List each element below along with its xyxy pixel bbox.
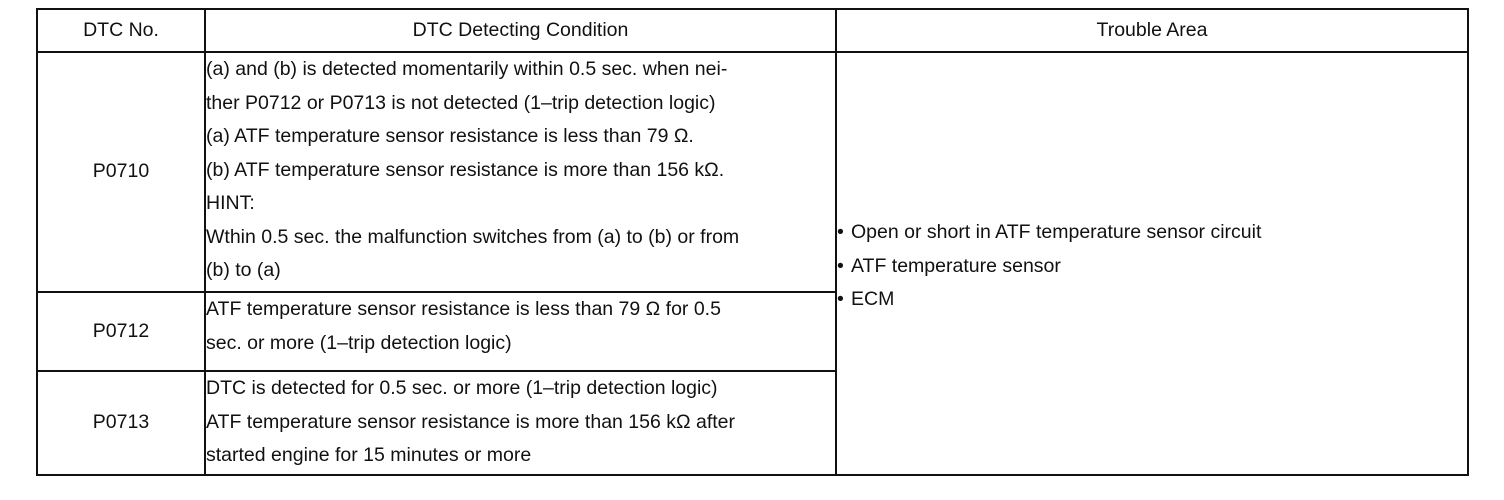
header-trouble-area: Trouble Area xyxy=(836,9,1468,52)
header-row xyxy=(37,9,1468,52)
detecting-condition xyxy=(205,292,836,371)
dtc-code: P0713 xyxy=(37,371,205,475)
dtc-code: P0712 xyxy=(37,292,205,371)
condition-line: (b) to (a) xyxy=(206,259,281,281)
dtc-table xyxy=(36,8,1469,476)
table-row xyxy=(37,52,1468,292)
condition-line: Wthin 0.5 sec. the malfunction switches from (a) to (b) or from xyxy=(206,225,740,248)
trouble-area-list xyxy=(837,210,1467,317)
hint-label: HINT: xyxy=(206,192,255,214)
detecting-condition xyxy=(205,52,836,292)
bullet-icon: • xyxy=(837,221,844,244)
condition-line: started engine for 15 minutes or more xyxy=(206,444,532,466)
bullet-icon: • xyxy=(837,254,844,277)
condition-line: (a) and (b) is detected momentarily within 0.5 sec. when nei- xyxy=(206,58,728,80)
condition-line: ATF temperature sensor resistance is more than 156 kΩ after xyxy=(206,410,736,433)
condition-line: (a) ATF temperature sensor resistance is less than 79 Ω. xyxy=(206,125,694,147)
list-item xyxy=(837,283,1467,317)
list-item xyxy=(837,216,1467,250)
condition-line: (b) ATF temperature sensor resistance is more than 156 kΩ. xyxy=(206,158,725,181)
bullet-icon: • xyxy=(837,288,844,311)
header-detecting-condition: DTC Detecting Condition xyxy=(205,9,836,52)
condition-line: ATF temperature sensor resistance is less than 79 Ω for 0.5 xyxy=(206,298,721,320)
trouble-area xyxy=(836,52,1468,475)
header-dtc-no: DTC No. xyxy=(37,9,205,52)
list-item xyxy=(837,250,1467,284)
condition-line: DTC is detected for 0.5 sec. or more (1–trip detection logic) xyxy=(206,377,718,399)
dtc-code: P0710 xyxy=(37,52,205,292)
trouble-area-item: Open or short in ATF temperature sensor circuit xyxy=(851,221,1262,244)
detecting-condition xyxy=(205,371,836,475)
condition-line: ther P0712 or P0713 is not detected (1–trip detection logic) xyxy=(206,91,716,114)
trouble-area-item: ATF temperature sensor xyxy=(851,254,1061,277)
condition-line: sec. or more (1–trip detection logic) xyxy=(206,331,512,354)
trouble-area-item: ECM xyxy=(851,288,895,311)
